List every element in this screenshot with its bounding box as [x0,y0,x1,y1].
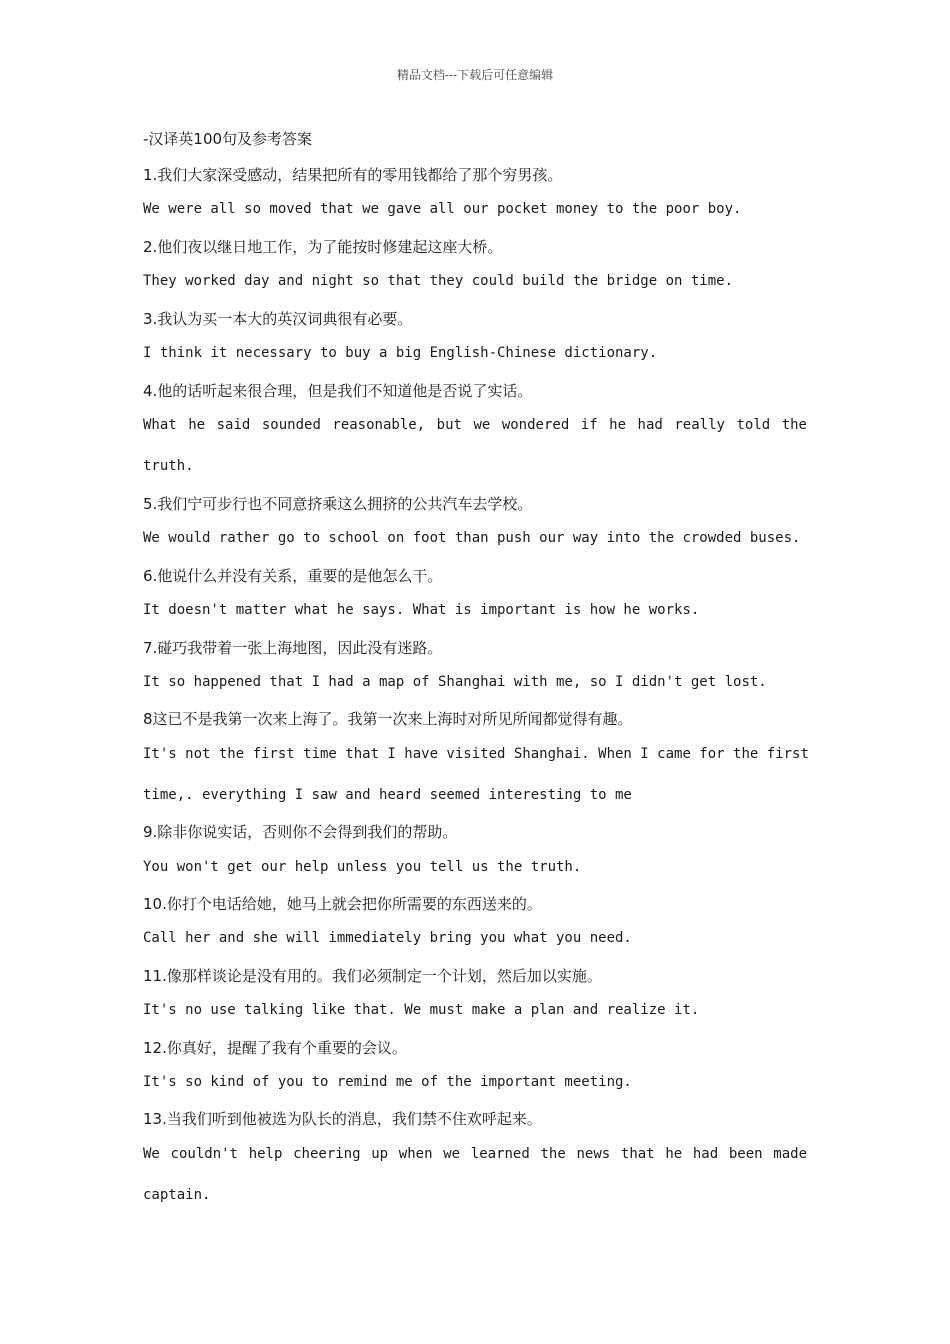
english-answer-4-line-2: truth. [143,458,194,474]
english-answer-4-line-1: What he said sounded reasonable, but we wondered if he had really told the [143,417,807,433]
english-answer-12: It's so kind of you to remind me of the important meeting. [143,1074,632,1090]
english-answer-2: They worked day and night so that they could build the bridge on time. [143,273,734,289]
english-answer-3: I think it necessary to buy a big English-Chinese dictionary. [143,345,658,361]
chinese-sentence-2: 2.他们夜以继日地工作，为了能按时修建起这座大桥。 [143,238,503,256]
english-answer-8-line-1: It's not the first time that I have visited Shanghai. When I came for the first [143,746,809,762]
chinese-sentence-7: 7.碰巧我带着一张上海地图，因此没有迷路。 [143,639,443,657]
document-title: -汉译英100句及参考答案 [143,130,313,148]
english-answer-6: It doesn't matter what he says. What is important is how he works. [143,602,700,618]
english-answer-5: We would rather go to school on foot than push our way into the crowded buses. [143,530,801,546]
chinese-sentence-8: 8这已不是我第一次来上海了。我第一次来上海时对所见所闻都觉得有趣。 [143,710,633,728]
chinese-sentence-3: 3.我认为买一本大的英汉词典很有必要。 [143,310,413,328]
chinese-sentence-10: 10.你打个电话给她，她马上就会把你所需要的东西送来的。 [143,895,542,913]
chinese-sentence-13: 13.当我们听到他被选为队长的消息，我们禁不住欢呼起来。 [143,1110,542,1128]
english-answer-7: It so happened that I had a map of Shanghai with me, so I didn't get lost. [143,674,767,690]
chinese-sentence-6: 6.他说什么并没有关系，重要的是他怎么干。 [143,567,443,585]
chinese-sentence-11: 11.像那样谈论是没有用的。我们必须制定一个计划，然后加以实施。 [143,967,602,985]
page-header: 精品文档---下载后可任意编辑 [396,68,554,82]
english-answer-13-line-2: captain. [143,1187,211,1203]
chinese-sentence-4: 4.他的话听起来很合理，但是我们不知道他是否说了实话。 [143,382,533,400]
english-answer-1: We were all so moved that we gave all our pocket money to the poor boy. [143,201,742,217]
english-answer-13-line-1: We couldn't help cheering up when we learned the news that he had been made [143,1146,807,1162]
english-answer-8-line-2: time,. everything I saw and heard seemed interesting to me [143,787,632,803]
chinese-sentence-9: 9.除非你说实话，否则你不会得到我们的帮助。 [143,823,458,841]
chinese-sentence-1: 1.我们大家深受感动，结果把所有的零用钱都给了那个穷男孩。 [143,166,563,184]
english-answer-10: Call her and she will immediately bring you what you need. [143,930,632,946]
chinese-sentence-12: 12.你真好，提醒了我有个重要的会议。 [143,1039,407,1057]
english-answer-11: It's no use talking like that. We must make a plan and realize it. [143,1002,700,1018]
english-answer-9: You won't get our help unless you tell us the truth. [143,859,582,875]
chinese-sentence-5: 5.我们宁可步行也不同意挤乘这么拥挤的公共汽车去学校。 [143,495,533,513]
